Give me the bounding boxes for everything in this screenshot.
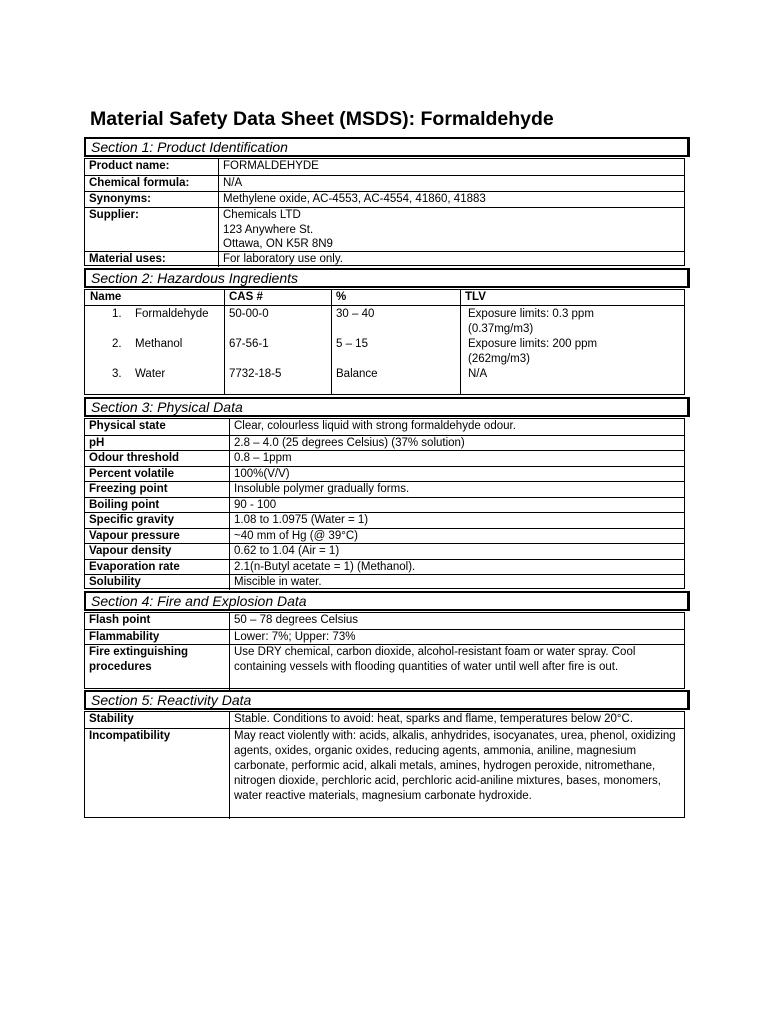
column-header-tlv: TLV xyxy=(465,291,486,303)
table-row xyxy=(85,251,684,267)
row-value: 1.08 to 1.0975 (Water = 1) xyxy=(229,513,684,528)
section-4-header: Section 4: Fire and Explosion Data xyxy=(84,591,690,611)
table-row xyxy=(85,629,684,645)
section-1-table xyxy=(84,158,685,266)
row-label: Supplier: xyxy=(89,209,139,221)
ingredient-number: 2. xyxy=(112,338,122,350)
row-label: Synonyms: xyxy=(89,193,151,205)
ingredient-number: 3. xyxy=(112,368,122,380)
ingredient-name: Formaldehyde xyxy=(135,308,209,320)
row-label: Chemical formula: xyxy=(89,177,190,189)
table-row xyxy=(85,528,684,544)
row-value: 50 – 78 degrees Celsius xyxy=(229,613,684,629)
table-row xyxy=(85,159,684,175)
section-1-header: Section 1: Product Identification xyxy=(84,137,690,157)
row-value: Miscible in water. xyxy=(229,575,684,590)
row-value: N/A xyxy=(218,176,684,191)
supplier-street: 123 Anywhere St. xyxy=(223,223,314,236)
supplier-name: Chemicals LTD xyxy=(223,209,301,221)
header-divider xyxy=(85,305,684,306)
table-row xyxy=(85,497,684,513)
row-label: Incompatibility xyxy=(89,729,171,742)
row-value: For laboratory use only. xyxy=(218,252,684,267)
table-row xyxy=(85,175,684,191)
row-label: Specific gravity xyxy=(89,514,175,526)
ingredient-tlv-line2: (0.37mg/m3) xyxy=(468,323,534,335)
ingredient-tlv-line1: Exposure limits: 200 ppm xyxy=(468,338,598,350)
table-row xyxy=(85,450,684,466)
table-row xyxy=(85,644,684,690)
row-value: Methylene oxide, AC-4553, AC-4554, 41860, 41883 xyxy=(218,192,684,207)
ingredient-number: 1. xyxy=(112,308,122,320)
table-row xyxy=(85,191,684,207)
table-row xyxy=(85,712,684,728)
section-2-header: Section 2: Hazardous Ingredients xyxy=(84,268,690,288)
section-4-table xyxy=(84,612,685,689)
table-row xyxy=(85,613,684,629)
table-row xyxy=(85,419,684,435)
row-label xyxy=(85,645,229,690)
ingredient-cas: 7732-18-5 xyxy=(229,368,282,380)
row-label: Boiling point xyxy=(89,498,160,511)
ingredient-percent: Balance xyxy=(336,368,378,380)
row-value: 2.8 – 4.0 (25 degrees Celsius) (37% solution) xyxy=(229,436,684,451)
supplier-city: Ottawa, ON K5R 8N9 xyxy=(223,238,333,250)
ingredient-cas: 67-56-1 xyxy=(229,338,269,350)
row-value: ~40 mm of Hg (@ 39°C) xyxy=(229,529,684,544)
row-label: Flash point xyxy=(89,614,151,626)
section-5-table xyxy=(84,711,685,818)
row-value: 90 - 100 xyxy=(229,498,684,513)
row-value: 0.62 to 1.04 (Air = 1) xyxy=(229,544,684,559)
ingredient-tlv-line1: N/A xyxy=(468,368,488,380)
ingredient-name: Water xyxy=(135,368,166,380)
ingredient-tlv-line1: Exposure limits: 0.3 ppm xyxy=(468,308,594,320)
row-label: pH xyxy=(89,436,105,449)
row-value: FORMALDEHYDE xyxy=(218,159,684,175)
row-value: Lower: 7%; Upper: 73% xyxy=(229,630,684,645)
table-row xyxy=(85,435,684,451)
column-header-percent: % xyxy=(336,291,347,303)
row-label: Stability xyxy=(89,713,134,725)
table-row xyxy=(85,481,684,497)
row-label-line1: Fire extinguishing xyxy=(89,646,189,658)
section-3-header: Section 3: Physical Data xyxy=(84,397,690,417)
row-label: Flammability xyxy=(89,630,160,643)
row-label: Vapour pressure xyxy=(89,529,180,542)
row-label: Percent volatile xyxy=(89,467,175,480)
table-row xyxy=(85,207,684,251)
row-label: Solubility xyxy=(89,576,141,588)
ingredient-name: Methanol xyxy=(135,338,183,350)
table-row xyxy=(85,512,684,528)
table-row xyxy=(85,466,684,482)
section-2-table xyxy=(84,289,685,395)
row-label: Product name: xyxy=(89,160,170,172)
row-label: Vapour density xyxy=(89,545,172,557)
row-value: Insoluble polymer gradually forms. xyxy=(229,482,684,497)
section-3-table xyxy=(84,418,685,589)
row-value: May react violently with: acids, alkalis, anhydrides, isocyanates, urea, phenol, oxidizing agents, oxides, organic oxides, reducing agents, ammonia, aniline, magnesium carbonate, performic acid, alkali metals, amines, hydrogen peroxide, nitromethane, nitrogen dioxide, perchloric acid, perchloric acid-aniline mixtures, bases, monomers, water reactive materials, magnesium carbonate hydroxide. xyxy=(229,729,684,820)
column-header-name: Name xyxy=(90,291,122,303)
ingredient-percent: 5 – 15 xyxy=(336,338,368,350)
row-value: 0.8 – 1ppm xyxy=(229,451,684,466)
document-title: Material Safety Data Sheet (MSDS): Formaldehyde xyxy=(90,108,554,130)
row-value: Use DRY chemical, carbon dioxide, alcohol-resistant foam or water spray. Cool containing vessels with flooding quantities of water until well after fire is out. xyxy=(229,645,684,690)
row-label: Freezing point xyxy=(89,483,168,495)
ingredient-tlv-line2: (262mg/m3) xyxy=(468,353,530,365)
row-value: Clear, colourless liquid with strong formaldehyde odour. xyxy=(229,419,684,435)
section-5-header: Section 5: Reactivity Data xyxy=(84,690,690,710)
row-label: Odour threshold xyxy=(89,452,180,464)
supplier-address xyxy=(218,208,684,251)
table-row xyxy=(85,728,684,820)
ingredient-cas: 50-00-0 xyxy=(229,308,269,320)
row-value: 2.1(n-Butyl acetate = 1) (Methanol). xyxy=(229,560,684,575)
table-row xyxy=(85,559,684,575)
ingredient-percent: 30 – 40 xyxy=(336,308,375,320)
row-value: Stable. Conditions to avoid: heat, sparks and flame, temperatures below 20°C. xyxy=(229,712,684,728)
row-label: Material uses: xyxy=(89,253,166,265)
row-value: 100%(V/V) xyxy=(229,467,684,482)
row-label: Physical state xyxy=(89,420,166,432)
table-row xyxy=(85,543,684,559)
row-label-line2: procedures xyxy=(89,661,152,673)
column-header-cas: CAS # xyxy=(229,291,263,303)
row-label: Evaporation rate xyxy=(89,560,180,573)
table-row xyxy=(85,574,684,590)
